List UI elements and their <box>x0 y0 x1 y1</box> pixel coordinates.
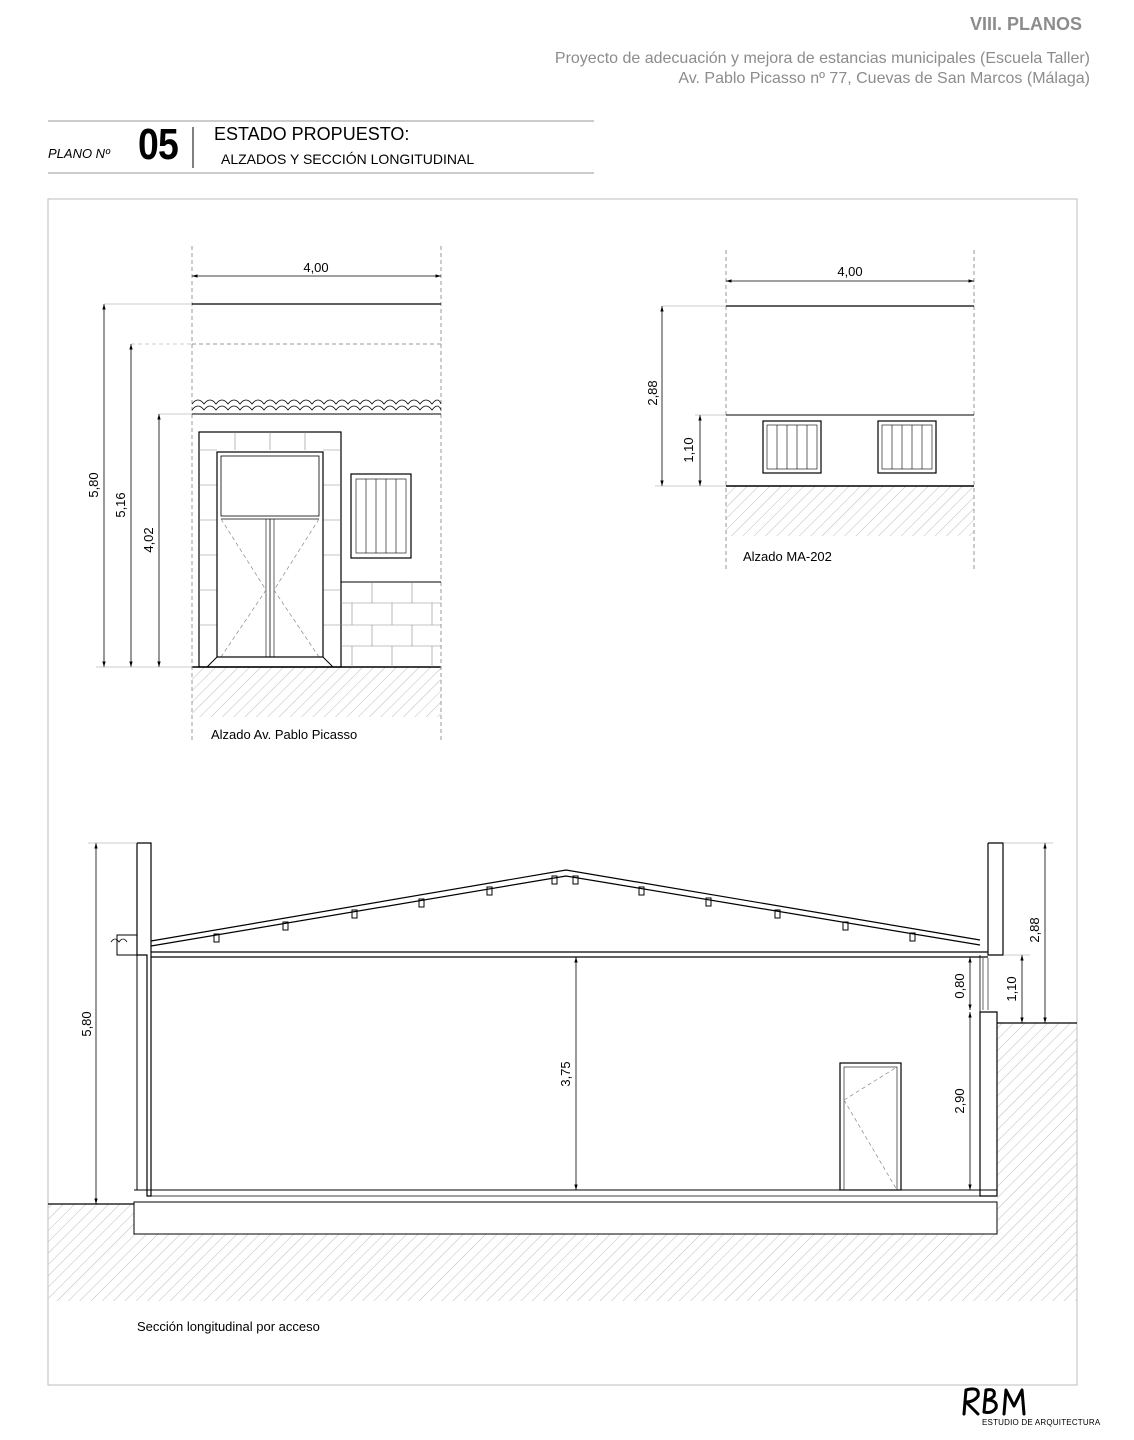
dim-right-width: 4,00 <box>837 264 863 279</box>
dim-section-right-height: 2,88 <box>1027 917 1042 943</box>
plan-subtitle: ALZADOS Y SECCIÓN LONGITUDINAL <box>221 151 475 167</box>
plan-number: 05 <box>138 120 178 169</box>
dim-left-roof-height: 5,16 <box>113 492 128 518</box>
dim-section-window: 0,80 <box>952 973 967 999</box>
dim-left-width: 4,00 <box>303 260 329 275</box>
dim-section-interior-height: 3,75 <box>558 1061 573 1087</box>
dim-right-height: 2,88 <box>645 380 660 406</box>
dim-section-left-height: 5,80 <box>79 1011 94 1037</box>
dim-section-door: 2,90 <box>952 1088 967 1114</box>
project-line-1: Proyecto de adecuación y mejora de estancias municipales (Escuela Taller) <box>554 50 1090 67</box>
dim-section-right-sill: 1,10 <box>1004 976 1019 1002</box>
caption-section: Sección longitudinal por acceso <box>137 1319 320 1334</box>
dim-right-sill: 1,10 <box>681 437 696 463</box>
rbm-logo-mark <box>960 1384 1040 1420</box>
studio-logo-subtitle: ESTUDIO DE ARQUITECTURA <box>982 1418 1101 1427</box>
plan-label: PLANO Nº <box>48 146 110 161</box>
plan-title: ESTADO PROPUESTO: <box>214 124 410 144</box>
caption-elevation-left: Alzado Av. Pablo Picasso <box>211 727 358 742</box>
elevation-right-drawing <box>655 250 974 572</box>
title-block <box>48 121 594 173</box>
caption-elevation-right: Alzado MA-202 <box>743 549 832 564</box>
dim-left-eave-height: 4,02 <box>141 527 156 553</box>
section-title: VIII. PLANOS <box>969 14 1082 34</box>
dim-left-total-height: 5,80 <box>86 472 101 498</box>
studio-logo <box>960 1384 1100 1432</box>
elevation-left-drawing <box>96 246 441 740</box>
project-line-2: Av. Pablo Picasso nº 77, Cuevas de San Marcos (Málaga) <box>678 70 1090 87</box>
